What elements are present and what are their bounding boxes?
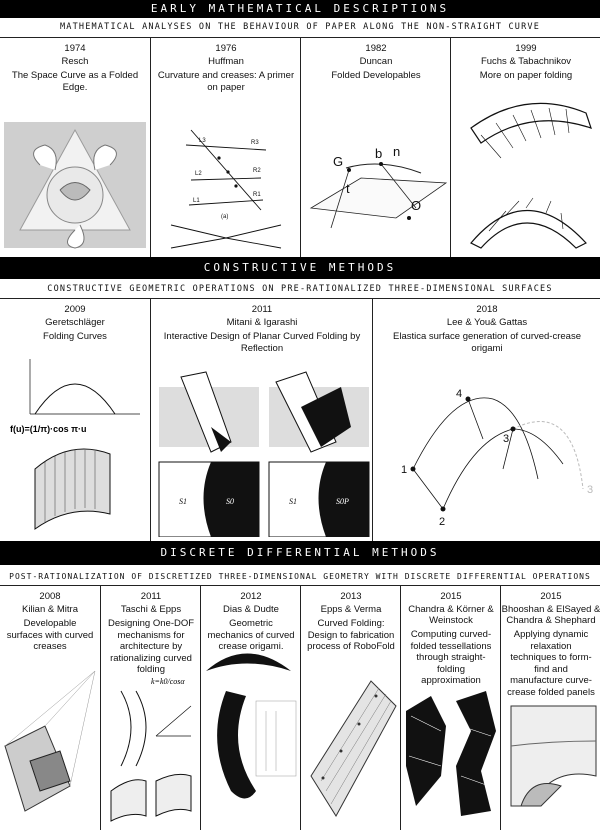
epps-figure xyxy=(301,666,401,826)
card-title: Folding Curves xyxy=(43,331,107,342)
lee-figure xyxy=(373,369,600,539)
card-year: 2009 xyxy=(64,304,86,315)
label-s0p: S0P xyxy=(336,497,349,506)
card-year: 1976 xyxy=(215,43,237,54)
card-fuchs xyxy=(450,38,600,258)
card-author: Lee & You& Gattas xyxy=(446,317,528,328)
card-title: Computing curved-folded tessellations through straight-folding approximation xyxy=(410,629,492,686)
card-author: Chandra & Körner & Weinstock xyxy=(408,604,494,626)
label-1: 1 xyxy=(401,464,408,476)
card-year: 2008 xyxy=(39,591,61,602)
label-b: b xyxy=(375,146,383,161)
card-year: 1999 xyxy=(515,43,537,54)
card-year: 2015 xyxy=(440,591,462,602)
label-o: O xyxy=(411,198,422,213)
card-year: 2015 xyxy=(540,591,562,602)
card-year: 2011 xyxy=(140,591,162,602)
label-4: 4 xyxy=(456,388,463,400)
card-year: 2018 xyxy=(476,304,498,315)
label-l2: L2 xyxy=(195,171,202,177)
label-s0: S0 xyxy=(226,497,234,506)
card-author: Resch xyxy=(61,56,89,67)
card-author: Mitani & Igarashi xyxy=(226,317,298,328)
card-duncan xyxy=(300,38,451,258)
resch-figure xyxy=(0,120,150,250)
card-geretschlager xyxy=(0,299,150,542)
early-row xyxy=(0,37,600,259)
card-author: Huffman xyxy=(208,56,244,67)
constructive-row xyxy=(0,298,600,543)
section-subtitle-early: MATHEMATICAL ANALYSES ON THE BEHAVIOUR OF PAPER ALONG THE NON-STRAIGHT CURVE xyxy=(59,22,541,32)
card-title: Elastica surface generation of curved-crease origami xyxy=(393,331,581,354)
card-author: Kilian & Mitra xyxy=(22,604,78,615)
card-author: Bhooshan & ElSayed & Chandra & Shephard xyxy=(501,604,600,626)
label-t: t xyxy=(346,181,350,196)
section-header-discrete: DISCRETE DIFFERENTIAL METHODS xyxy=(0,541,600,565)
card-author: Duncan xyxy=(359,56,393,67)
card-author: Dias & Dudte xyxy=(223,604,279,615)
label-a: (a) xyxy=(221,214,229,220)
card-title: Developable surfaces with curved creases xyxy=(6,618,94,652)
label-3-ghost: 3 xyxy=(587,484,594,496)
formula: f(u)=(1/π)·cos π·u xyxy=(10,424,87,434)
dias-figure xyxy=(201,641,301,826)
card-author: Fuchs & Tabachnikov xyxy=(480,56,572,67)
card-title: The Space Curve as a Folded Edge. xyxy=(11,70,139,93)
label-2: 2 xyxy=(439,516,446,528)
card-dias xyxy=(200,586,301,830)
card-year: 2012 xyxy=(240,591,262,602)
duncan-figure xyxy=(301,98,451,248)
section-subtitle-discrete: POST-RATIONALIZATION OF DISCRETIZED THREE-DIMENSIONAL GEOMETRY WITH DISCRETE DIFFERENTIAL OPERATIONS xyxy=(9,572,591,581)
taschi-figure xyxy=(101,676,201,826)
card-mitani xyxy=(150,299,373,542)
card-author: Epps & Verma xyxy=(320,604,382,615)
label-g: G xyxy=(333,154,344,169)
card-title: Folded Developables xyxy=(331,70,421,81)
card-lee xyxy=(372,299,600,542)
card-title: Geometric mechanics of curved crease origami. xyxy=(207,618,295,652)
card-title: More on paper folding xyxy=(479,70,573,81)
label-r2: R2 xyxy=(253,168,261,174)
label-s1: S1 xyxy=(179,497,187,506)
label-l1: L1 xyxy=(193,198,200,204)
mitani-figure xyxy=(151,367,373,537)
section-subtitle-constructive: CONSTRUCTIVE GEOMETRIC OPERATIONS ON PRE-RATIONALIZED THREE-DIMENSIONAL SURFACES xyxy=(47,284,553,294)
discrete-row xyxy=(0,585,600,830)
card-year: 2013 xyxy=(340,591,362,602)
card-taschi xyxy=(100,586,201,830)
card-author: Taschi & Epps xyxy=(120,604,182,615)
label-l3: L3 xyxy=(199,138,206,144)
card-chandra xyxy=(400,586,501,830)
card-year: 1974 xyxy=(64,43,86,54)
card-resch xyxy=(0,38,150,258)
card-bhooshan xyxy=(500,586,600,830)
card-title: Applying dynamic relaxation techniques to form-find and manufacture curve-crease folded panels xyxy=(507,629,595,698)
label-r1: R1 xyxy=(253,192,261,198)
formula: k=k0/cosα xyxy=(151,677,185,686)
card-year: 1982 xyxy=(365,43,387,54)
card-title: Curved Folding: Design to fabrication process of RoboFold xyxy=(307,618,395,652)
chandra-figure xyxy=(401,686,501,826)
kilian-figure xyxy=(0,666,100,826)
card-kilian xyxy=(0,586,100,830)
card-epps xyxy=(300,586,401,830)
card-title: Designing One-DOF mechanisms for architecture by rationalizing curved folding xyxy=(107,618,195,675)
label-n: n xyxy=(393,144,401,159)
label-3: 3 xyxy=(503,433,510,445)
label-s1-b: S1 xyxy=(289,497,297,506)
card-year: 2011 xyxy=(251,304,273,315)
label-r3: R3 xyxy=(251,140,259,146)
card-huffman xyxy=(150,38,301,258)
huffman-figure xyxy=(151,120,301,255)
card-title: Curvature and creases: A primer on paper xyxy=(157,70,295,93)
section-header-early: EARLY MATHEMATICAL DESCRIPTIONS xyxy=(0,0,600,18)
geretschlager-figure xyxy=(0,354,150,539)
card-title: Interactive Design of Planar Curved Folding by Reflection xyxy=(163,331,361,354)
bhooshan-figure xyxy=(501,686,600,826)
fuchs-figure xyxy=(451,83,600,253)
card-author: Geretschläger xyxy=(45,317,105,328)
section-header-constructive: CONSTRUCTIVE METHODS xyxy=(0,257,600,279)
